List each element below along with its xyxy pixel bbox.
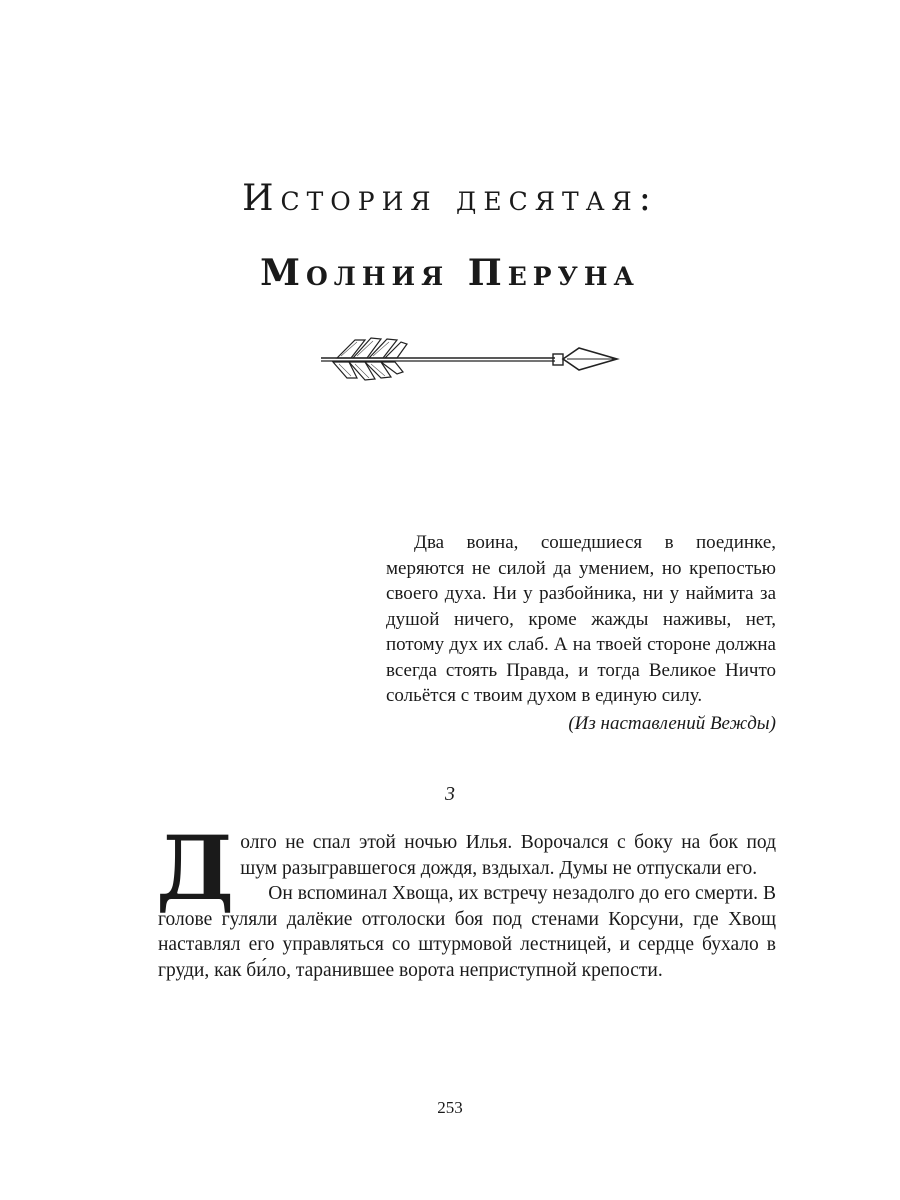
paragraph-2: Он вспоминал Хвоща, их встречу незадолго до его смерти. В голове гуляли далёкие отголоски боя под стенами Корсуни, где Хвощ наставлял его управляться со штурмовой лестницей, и сердце бухало в груди, как би́ло, таранившее ворота неприступной крепости.: [158, 883, 776, 981]
paragraph-1: [156, 816, 776, 920]
chapter-title: Молния Перуна: [260, 252, 640, 294]
epigraph-text: Два воина, сошедшиеся в поединке, меряются не силой да умением, но крепостью своего духа. Ни у разбойника, ни у наймита за душой ничего, кроме жажды наживы, нет, потому дух их слаб. А на твоей стороне должна всегда стоять Правда, и тогда Великое Ничто сольётся с твоим духом в единую силу.: [386, 532, 776, 706]
paragraph-1-text: олго не спал этой ночью Илья. Ворочался с боку на бок под шум разыгравшегося дождя, вздыхал. Думы не отпускали его.: [240, 832, 776, 879]
chapter-subtitle: История десятая:: [242, 178, 658, 219]
arrow-ornament-icon: [317, 334, 622, 386]
page-number: 253: [437, 1098, 463, 1117]
epigraph: [386, 530, 776, 736]
drop-cap: Д: [156, 816, 235, 920]
section-number: 3: [445, 783, 455, 805]
epigraph-attribution: (Из наставлений Вежды): [568, 712, 776, 734]
body-text: [156, 816, 776, 983]
